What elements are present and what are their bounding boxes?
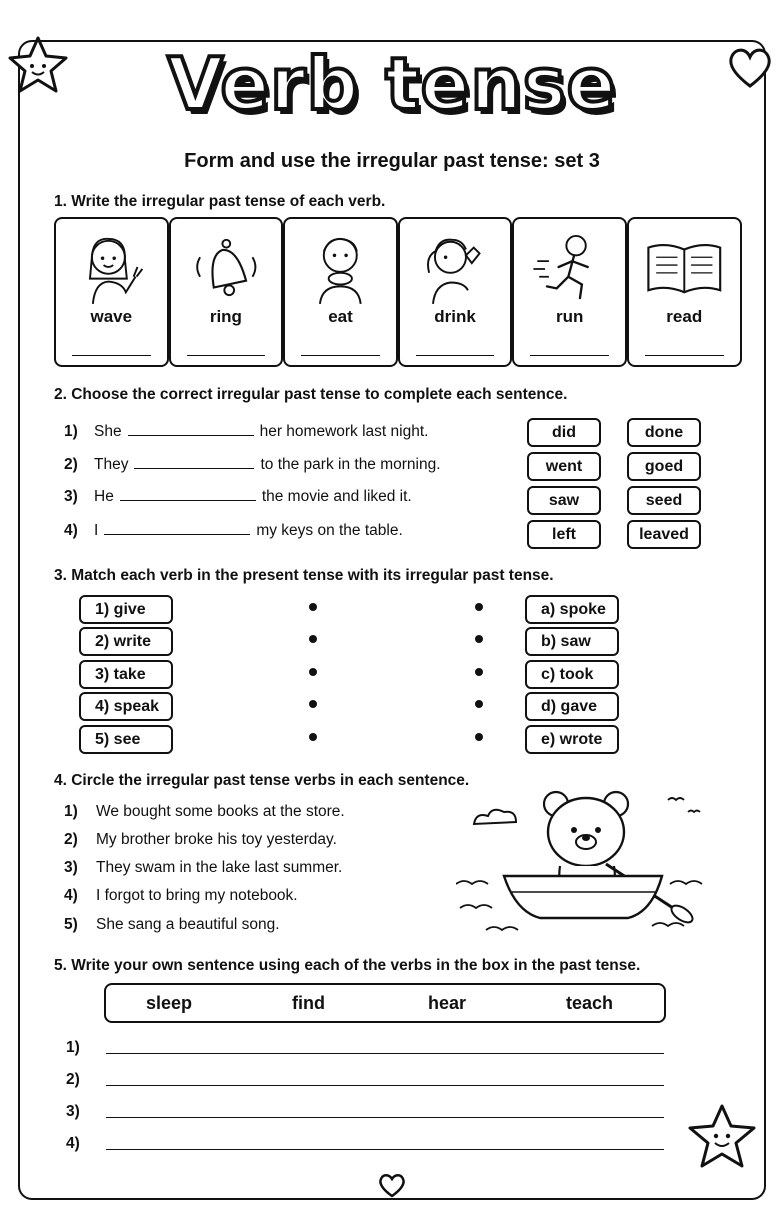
answer-line[interactable] <box>106 1053 664 1054</box>
verb-word: drink <box>434 307 476 326</box>
option-box[interactable]: did <box>527 418 601 447</box>
girl-drinking-icon <box>400 227 511 307</box>
page-subtitle: Form and use the irregular past tense: set 3 <box>184 150 600 172</box>
option-box[interactable]: goed <box>627 452 701 481</box>
verb-card <box>283 217 398 367</box>
verb-word: run <box>555 307 584 326</box>
answer-line[interactable] <box>72 355 151 356</box>
sentence: 2) They to the park in the morning. <box>64 456 441 473</box>
verb-card <box>398 217 513 367</box>
verb-card <box>169 217 284 367</box>
match-dot[interactable] <box>309 668 317 676</box>
question-3-heading: 3. Match each verb in the present tense with its irregular past tense. <box>54 567 554 584</box>
smiling-star-icon <box>684 1100 760 1174</box>
match-dot[interactable] <box>475 668 483 676</box>
present-verb-box[interactable]: 1) give <box>79 595 173 624</box>
past-verb-box[interactable]: a) spoke <box>525 595 619 624</box>
word-bank-item: find <box>292 993 325 1013</box>
sentence: 2) My brother broke his toy yesterday. <box>64 831 337 848</box>
heart-icon <box>378 1172 406 1198</box>
question-1-heading: 1. Write the irregular past tense of each verb. <box>54 193 386 210</box>
question-4-heading: 4. Circle the irregular past tense verbs in each sentence. <box>54 772 470 789</box>
bell-icon <box>171 227 282 307</box>
answer-line[interactable] <box>416 355 495 356</box>
waving-girl-icon <box>56 227 167 307</box>
verb-cards <box>54 217 742 367</box>
sentence: 1) We bought some books at the store. <box>64 803 345 820</box>
past-verb-box[interactable]: b) saw <box>525 627 619 656</box>
writing-line: 1) <box>66 1039 80 1057</box>
writing-line: 4) <box>66 1135 80 1153</box>
verb-word: read <box>666 307 703 326</box>
option-box[interactable]: seed <box>627 486 701 515</box>
present-verb-box[interactable]: 5) see <box>79 725 173 754</box>
sentence: 3) He the movie and liked it. <box>64 488 412 505</box>
answer-line[interactable] <box>106 1149 664 1150</box>
sentence: 3) They swam in the lake last summer. <box>64 859 343 876</box>
answer-blank[interactable] <box>120 487 256 501</box>
open-book-icon <box>629 227 740 307</box>
writing-line: 3) <box>66 1103 80 1121</box>
word-bank <box>104 983 666 1023</box>
question-2-heading: 2. Choose the correct irregular past tense to complete each sentence. <box>54 386 568 403</box>
answer-blank[interactable] <box>134 455 254 469</box>
word-bank-item: teach <box>566 993 614 1013</box>
answer-blank[interactable] <box>104 521 250 535</box>
match-dot[interactable] <box>309 635 317 643</box>
verb-card <box>54 217 169 367</box>
boy-eating-icon <box>285 227 396 307</box>
verb-card <box>512 217 627 367</box>
match-dot[interactable] <box>475 700 483 708</box>
option-box[interactable]: done <box>627 418 701 447</box>
match-dot[interactable] <box>309 603 317 611</box>
option-box[interactable]: went <box>527 452 601 481</box>
present-verb-box[interactable]: 4) speak <box>79 692 173 721</box>
answer-line[interactable] <box>187 355 266 356</box>
running-boy-icon <box>514 227 625 307</box>
verb-word: ring <box>209 307 242 326</box>
sentence: 4) I forgot to bring my notebook. <box>64 887 298 904</box>
verb-word: wave <box>90 307 133 326</box>
sentence: 4) I my keys on the table. <box>64 522 403 539</box>
present-verb-box[interactable]: 3) take <box>79 660 173 689</box>
match-dot[interactable] <box>475 733 483 741</box>
sentence: 1) She her homework last night. <box>64 423 429 440</box>
page-title: Verb tense <box>167 42 617 126</box>
question-5-heading: 5. Write your own sentence using each of the verbs in the box in the past tense. <box>54 957 641 974</box>
answer-line[interactable] <box>106 1085 664 1086</box>
word-bank-item: sleep <box>146 993 193 1013</box>
answer-line[interactable] <box>645 355 724 356</box>
past-verb-box[interactable]: c) took <box>525 660 619 689</box>
verb-card <box>627 217 742 367</box>
option-box[interactable]: leaved <box>627 520 701 549</box>
past-verb-box[interactable]: d) gave <box>525 692 619 721</box>
verb-word: eat <box>328 307 353 326</box>
option-box[interactable]: left <box>527 520 601 549</box>
match-dot[interactable] <box>475 603 483 611</box>
match-dot[interactable] <box>309 700 317 708</box>
word-bank-item: hear <box>428 993 467 1013</box>
sentence: 5) She sang a beautiful song. <box>64 916 280 933</box>
option-box[interactable]: saw <box>527 486 601 515</box>
past-verb-box[interactable]: e) wrote <box>525 725 619 754</box>
answer-line[interactable] <box>106 1117 664 1118</box>
answer-line[interactable] <box>301 355 380 356</box>
match-dot[interactable] <box>475 635 483 643</box>
bear-in-boat-icon <box>456 780 706 938</box>
answer-blank[interactable] <box>128 422 254 436</box>
match-dot[interactable] <box>309 733 317 741</box>
present-verb-box[interactable]: 2) write <box>79 627 173 656</box>
writing-line: 2) <box>66 1071 80 1089</box>
answer-line[interactable] <box>530 355 609 356</box>
